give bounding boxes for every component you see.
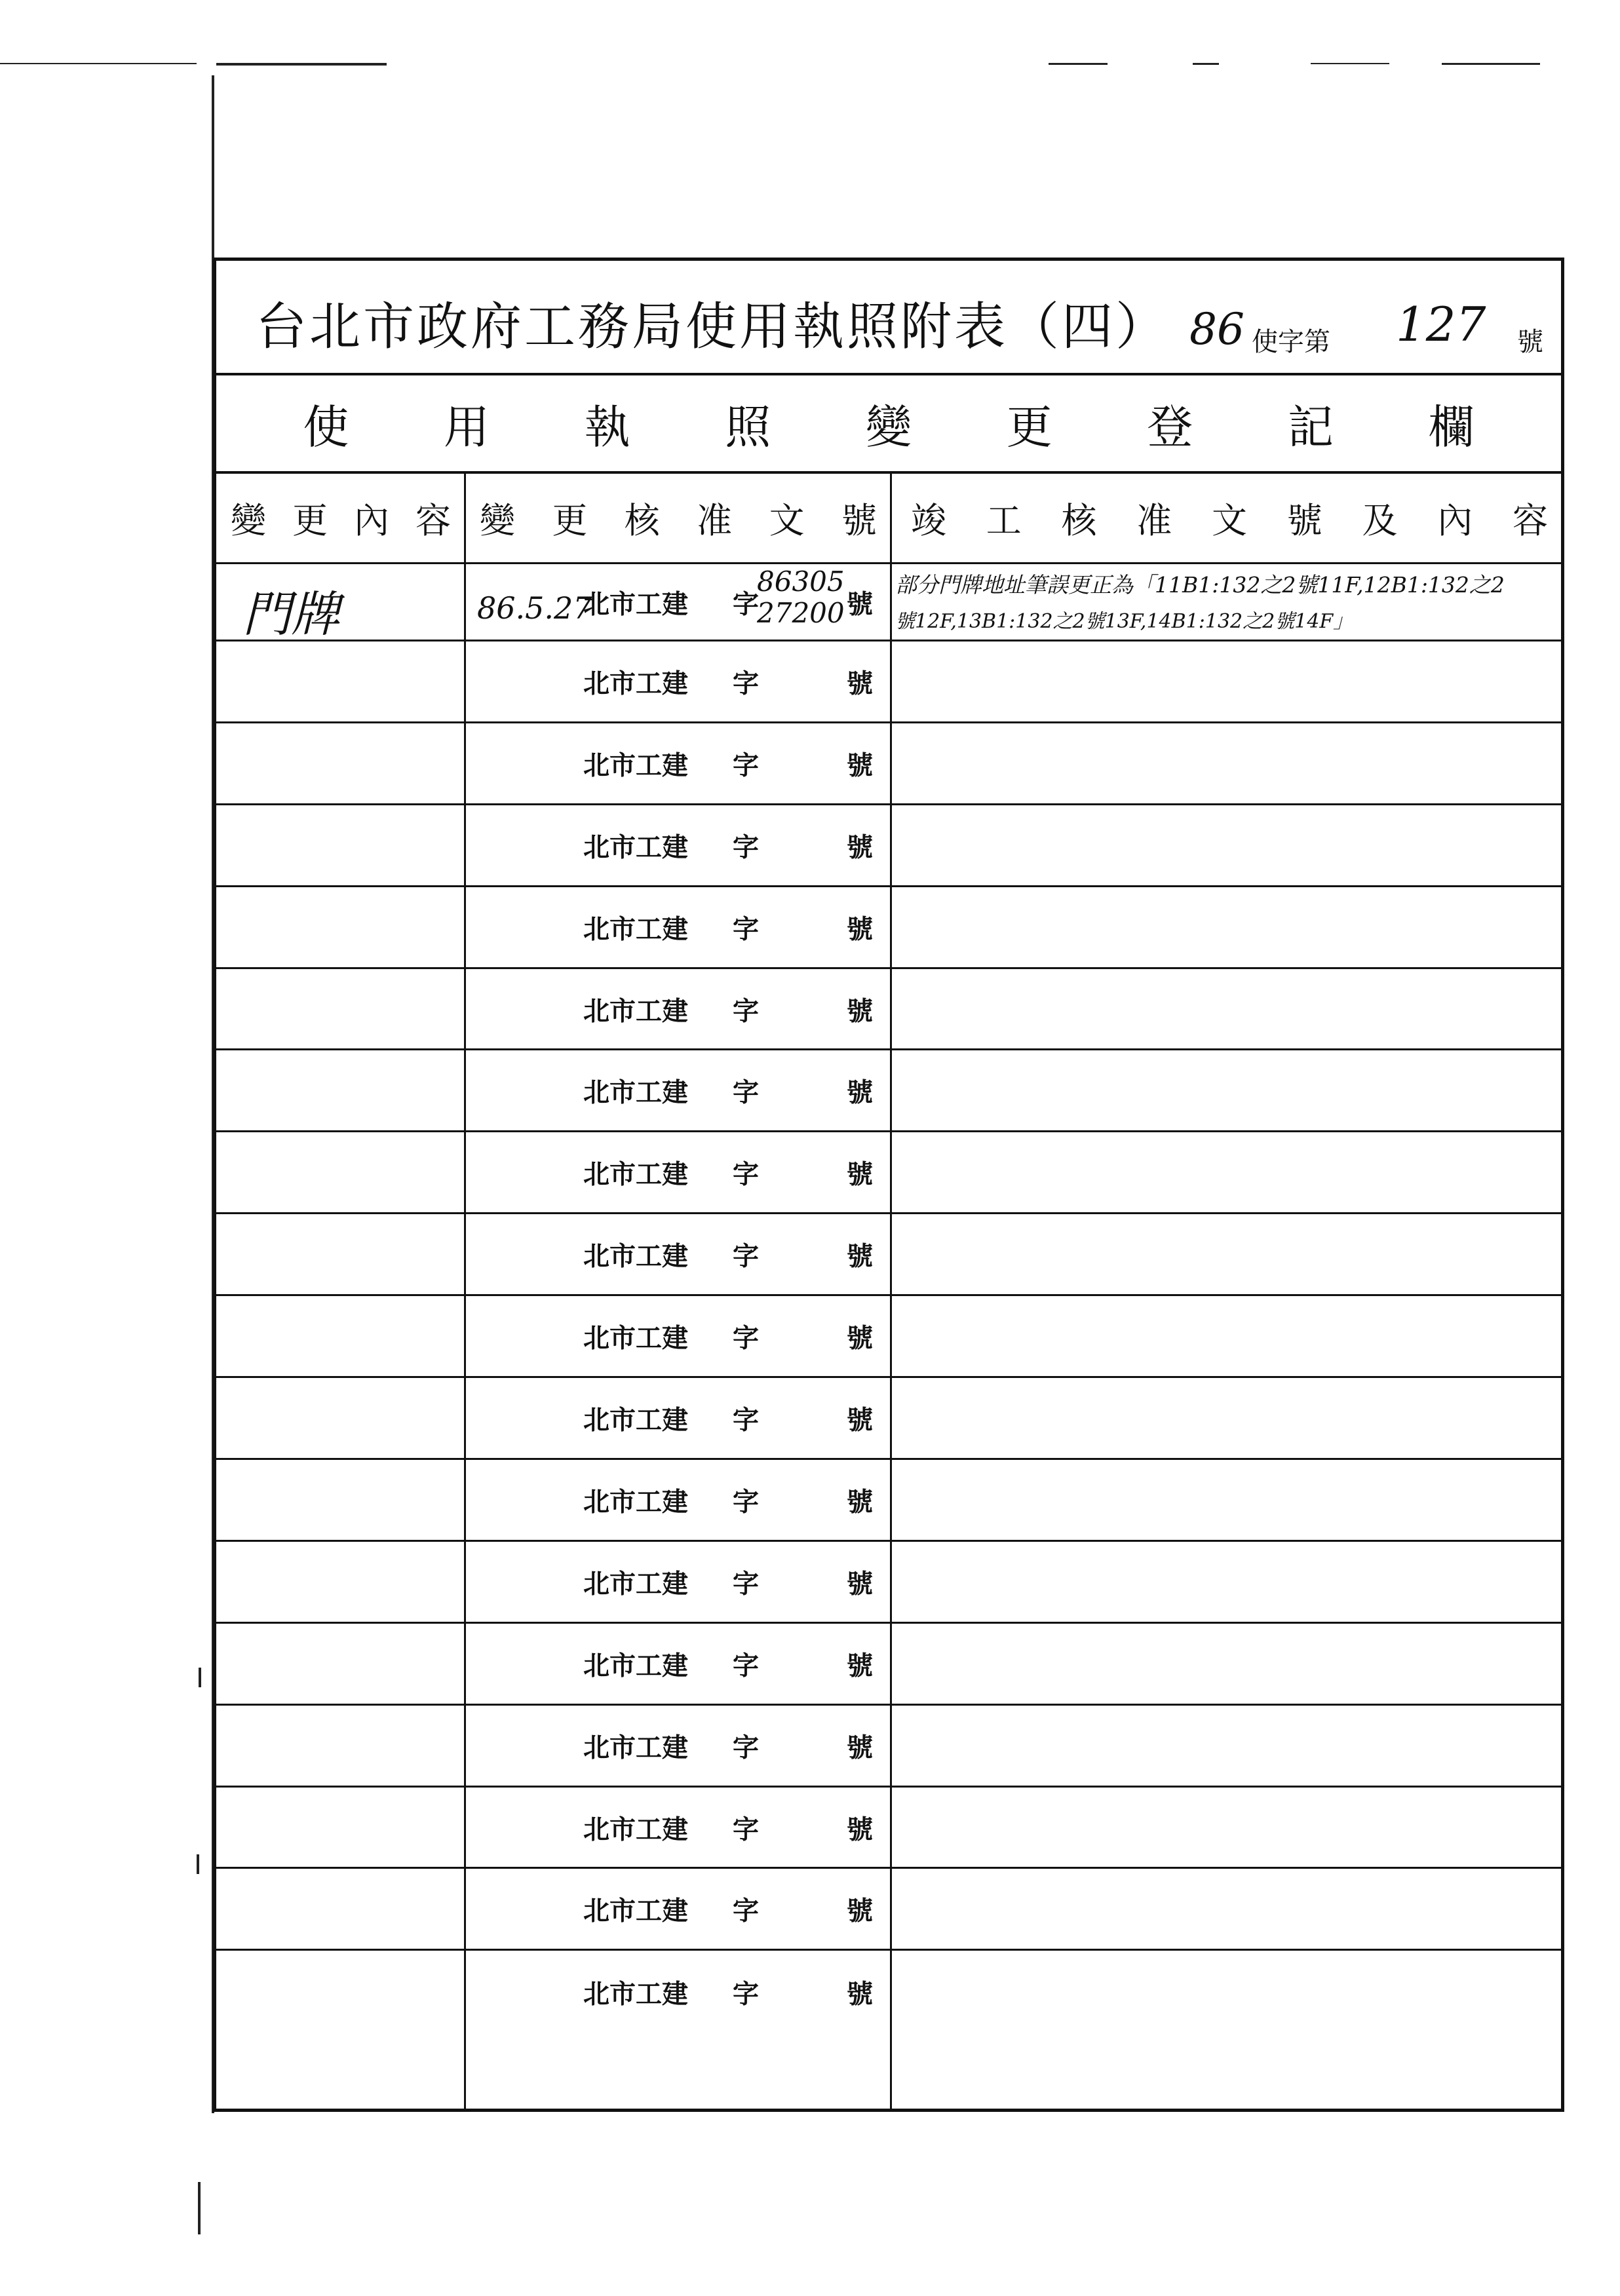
section-title-char: 執 bbox=[584, 400, 630, 454]
form-hao: 號 bbox=[847, 1978, 873, 2010]
completion-content-cell bbox=[891, 1951, 1568, 2033]
form-prefix: 北市工建 bbox=[583, 1568, 688, 1599]
change-content-cell bbox=[216, 1132, 465, 1212]
form-zi: 字 bbox=[733, 995, 759, 1027]
approval-number-bottom: 27200 bbox=[757, 597, 845, 629]
form-zi: 字 bbox=[733, 1814, 759, 1845]
header-change-approval: 變 更 核 准 文 號 bbox=[480, 500, 877, 541]
change-content-cell bbox=[216, 887, 465, 967]
form-zi: 字 bbox=[733, 1568, 759, 1599]
change-content-cell bbox=[216, 723, 465, 803]
margin-mark bbox=[199, 1668, 201, 1687]
table-row bbox=[216, 723, 1561, 805]
table-row bbox=[216, 641, 1561, 723]
section-title-char: 用 bbox=[443, 400, 490, 454]
change-approval-cell bbox=[465, 1951, 891, 2033]
form-zi: 字 bbox=[733, 1404, 759, 1436]
title-row bbox=[216, 261, 1561, 375]
margin-mark bbox=[198, 2182, 201, 2234]
table-row bbox=[216, 1378, 1561, 1460]
section-title-char: 更 bbox=[1006, 400, 1052, 454]
form-prefix: 北市工建 bbox=[583, 1158, 688, 1190]
change-approval-cell bbox=[465, 723, 891, 803]
form-hao: 號 bbox=[847, 668, 873, 699]
column-header-row bbox=[216, 474, 1561, 564]
form-hao: 號 bbox=[847, 1732, 873, 1763]
table-row bbox=[216, 1624, 1561, 1706]
form-hao: 號 bbox=[847, 832, 873, 863]
scan-artifact-top bbox=[1049, 63, 1108, 65]
change-content-cell bbox=[216, 1378, 465, 1458]
completion-content-cell bbox=[891, 1132, 1568, 1212]
section-title-char: 欄 bbox=[1428, 400, 1475, 454]
approval-number-top: 86305 bbox=[757, 565, 845, 598]
completion-content-cell bbox=[891, 641, 1568, 721]
change-approval-cell bbox=[465, 887, 891, 967]
change-approval-cell bbox=[465, 641, 891, 721]
change-approval-cell bbox=[465, 1051, 891, 1131]
form-hao: 號 bbox=[847, 1404, 873, 1436]
change-content-cell bbox=[216, 805, 465, 885]
table-row bbox=[216, 1706, 1561, 1788]
change-content-cell bbox=[216, 1951, 465, 2033]
table-row bbox=[216, 1542, 1561, 1624]
table-row bbox=[216, 1214, 1561, 1296]
table-row bbox=[216, 1132, 1561, 1214]
form-hao: 號 bbox=[847, 1322, 873, 1354]
form-hao: 號 bbox=[847, 1077, 873, 1108]
form-hao: 號 bbox=[847, 588, 873, 619]
form-zi: 字 bbox=[733, 1240, 759, 1272]
form-zi: 字 bbox=[733, 588, 759, 619]
form-hao: 號 bbox=[847, 1568, 873, 1599]
completion-content-cell bbox=[891, 805, 1568, 885]
form-zi: 字 bbox=[733, 913, 759, 945]
form-zi: 字 bbox=[733, 1158, 759, 1190]
license-number: 127 bbox=[1396, 297, 1486, 352]
license-suffix: 號 bbox=[1517, 327, 1543, 357]
form-hao: 號 bbox=[847, 1895, 873, 1926]
change-approval-cell bbox=[465, 1542, 891, 1622]
change-content-cell bbox=[216, 1788, 465, 1867]
completion-content-cell bbox=[891, 969, 1568, 1049]
change-approval-cell bbox=[465, 1788, 891, 1867]
section-title bbox=[216, 375, 1561, 474]
completion-content-cell bbox=[891, 1624, 1568, 1704]
change-approval-cell bbox=[465, 1214, 891, 1294]
form-prefix: 北市工建 bbox=[583, 588, 688, 619]
form-hao: 號 bbox=[847, 913, 873, 945]
completion-content-cell bbox=[891, 1296, 1568, 1376]
scan-artifact-top bbox=[216, 63, 387, 66]
change-content-cell bbox=[216, 969, 465, 1049]
change-content-value: 門牌 bbox=[242, 586, 339, 643]
form-prefix: 北市工建 bbox=[583, 1650, 688, 1681]
form-hao: 號 bbox=[847, 1650, 873, 1681]
form-zi: 字 bbox=[733, 832, 759, 863]
table-row bbox=[216, 805, 1561, 887]
completion-content-cell bbox=[891, 1788, 1568, 1867]
form-prefix: 北市工建 bbox=[583, 995, 688, 1027]
header-completion-approval: 竣 工 核 准 文 號 及 內 容 bbox=[911, 500, 1548, 541]
form-prefix: 北市工建 bbox=[583, 1895, 688, 1926]
section-title-char: 登 bbox=[1147, 400, 1193, 454]
table-row bbox=[216, 1869, 1561, 1951]
form-hao: 號 bbox=[847, 1486, 873, 1518]
form-prefix: 北市工建 bbox=[583, 1077, 688, 1108]
header-change-content: 變 更 內 容 bbox=[231, 500, 451, 541]
section-title-char: 記 bbox=[1287, 400, 1334, 454]
form-prefix: 北市工建 bbox=[583, 913, 688, 945]
change-approval-cell bbox=[465, 1378, 891, 1458]
completion-content-cell bbox=[891, 1869, 1568, 1949]
change-content-cell bbox=[216, 1869, 465, 1949]
change-content-cell bbox=[216, 1214, 465, 1294]
completion-content-cell bbox=[891, 1460, 1568, 1540]
table-row bbox=[216, 887, 1561, 969]
form-prefix: 北市工建 bbox=[583, 1240, 688, 1272]
license-year: 86 bbox=[1189, 304, 1244, 354]
form-zi: 字 bbox=[733, 1650, 759, 1681]
completion-content-cell bbox=[891, 1214, 1568, 1294]
form-zi: 字 bbox=[733, 1322, 759, 1354]
completion-content: 部分門牌地址筆誤更正為「11B1:132之2號11F,12B1:132之2 bbox=[895, 572, 1505, 598]
table-row bbox=[216, 1951, 1561, 2033]
form-prefix: 北市工建 bbox=[583, 1732, 688, 1763]
form-prefix: 北市工建 bbox=[583, 1404, 688, 1436]
change-approval-cell bbox=[465, 1296, 891, 1376]
form-prefix: 北市工建 bbox=[583, 1486, 688, 1518]
form-zi: 字 bbox=[733, 1978, 759, 2010]
form-hao: 號 bbox=[847, 1158, 873, 1190]
form-zi: 字 bbox=[733, 1486, 759, 1518]
scan-artifact-top bbox=[1311, 63, 1389, 64]
form-prefix: 北市工建 bbox=[583, 1978, 688, 2010]
scan-artifact-top bbox=[1193, 63, 1219, 65]
form-zi: 字 bbox=[733, 668, 759, 699]
change-content-cell bbox=[216, 1624, 465, 1704]
change-content-cell bbox=[216, 1542, 465, 1622]
change-content-cell bbox=[216, 1296, 465, 1376]
table-row bbox=[216, 1051, 1561, 1133]
table-row bbox=[216, 969, 1561, 1051]
completion-content-cell bbox=[891, 1051, 1568, 1131]
form-title: 台北市政府工務局使用執照附表（四） bbox=[256, 297, 1170, 356]
completion-content-cell bbox=[891, 1378, 1568, 1458]
completion-content: 號12F,13B1:132之2號13F,14B1:132之2號14F」 bbox=[895, 610, 1353, 633]
scan-artifact-top bbox=[0, 63, 197, 64]
completion-content-cell bbox=[891, 1542, 1568, 1622]
change-content-cell bbox=[216, 1460, 465, 1540]
form-hao: 號 bbox=[847, 995, 873, 1027]
change-approval-cell bbox=[465, 1460, 891, 1540]
change-approval-cell bbox=[465, 805, 891, 885]
change-approval-cell bbox=[465, 1869, 891, 1949]
change-approval-cell bbox=[465, 969, 891, 1049]
change-content-cell bbox=[216, 641, 465, 721]
form-prefix: 北市工建 bbox=[583, 832, 688, 863]
change-content-cell bbox=[216, 1051, 465, 1131]
change-approval-cell bbox=[465, 1132, 891, 1212]
change-content-cell bbox=[216, 1706, 465, 1786]
table-row bbox=[216, 1460, 1561, 1542]
completion-content-cell bbox=[891, 723, 1568, 803]
form-prefix: 北市工建 bbox=[583, 1814, 688, 1845]
license-prefix: 使字第 bbox=[1252, 327, 1330, 357]
section-title-char: 變 bbox=[865, 400, 912, 454]
form-hao: 號 bbox=[847, 750, 873, 781]
scan-artifact-top bbox=[1442, 63, 1540, 65]
section-title-char: 照 bbox=[725, 400, 771, 454]
form-zi: 字 bbox=[733, 1895, 759, 1926]
form-hao: 號 bbox=[847, 1814, 873, 1845]
registration-form bbox=[213, 258, 1564, 2112]
form-prefix: 北市工建 bbox=[583, 668, 688, 699]
margin-mark bbox=[197, 1854, 199, 1874]
section-title-char: 使 bbox=[303, 400, 349, 454]
form-zi: 字 bbox=[733, 750, 759, 781]
completion-content-cell bbox=[891, 887, 1568, 967]
change-approval-cell bbox=[465, 1624, 891, 1704]
change-approval-cell bbox=[465, 1706, 891, 1786]
form-zi: 字 bbox=[733, 1732, 759, 1763]
form-hao: 號 bbox=[847, 1240, 873, 1272]
table-row bbox=[216, 564, 1561, 641]
form-prefix: 北市工建 bbox=[583, 750, 688, 781]
table-row bbox=[216, 1788, 1561, 1869]
completion-content-cell bbox=[891, 1706, 1568, 1786]
table-row bbox=[216, 1296, 1561, 1378]
change-date: 86.5.27 bbox=[477, 590, 592, 626]
form-zi: 字 bbox=[733, 1077, 759, 1108]
form-prefix: 北市工建 bbox=[583, 1322, 688, 1354]
